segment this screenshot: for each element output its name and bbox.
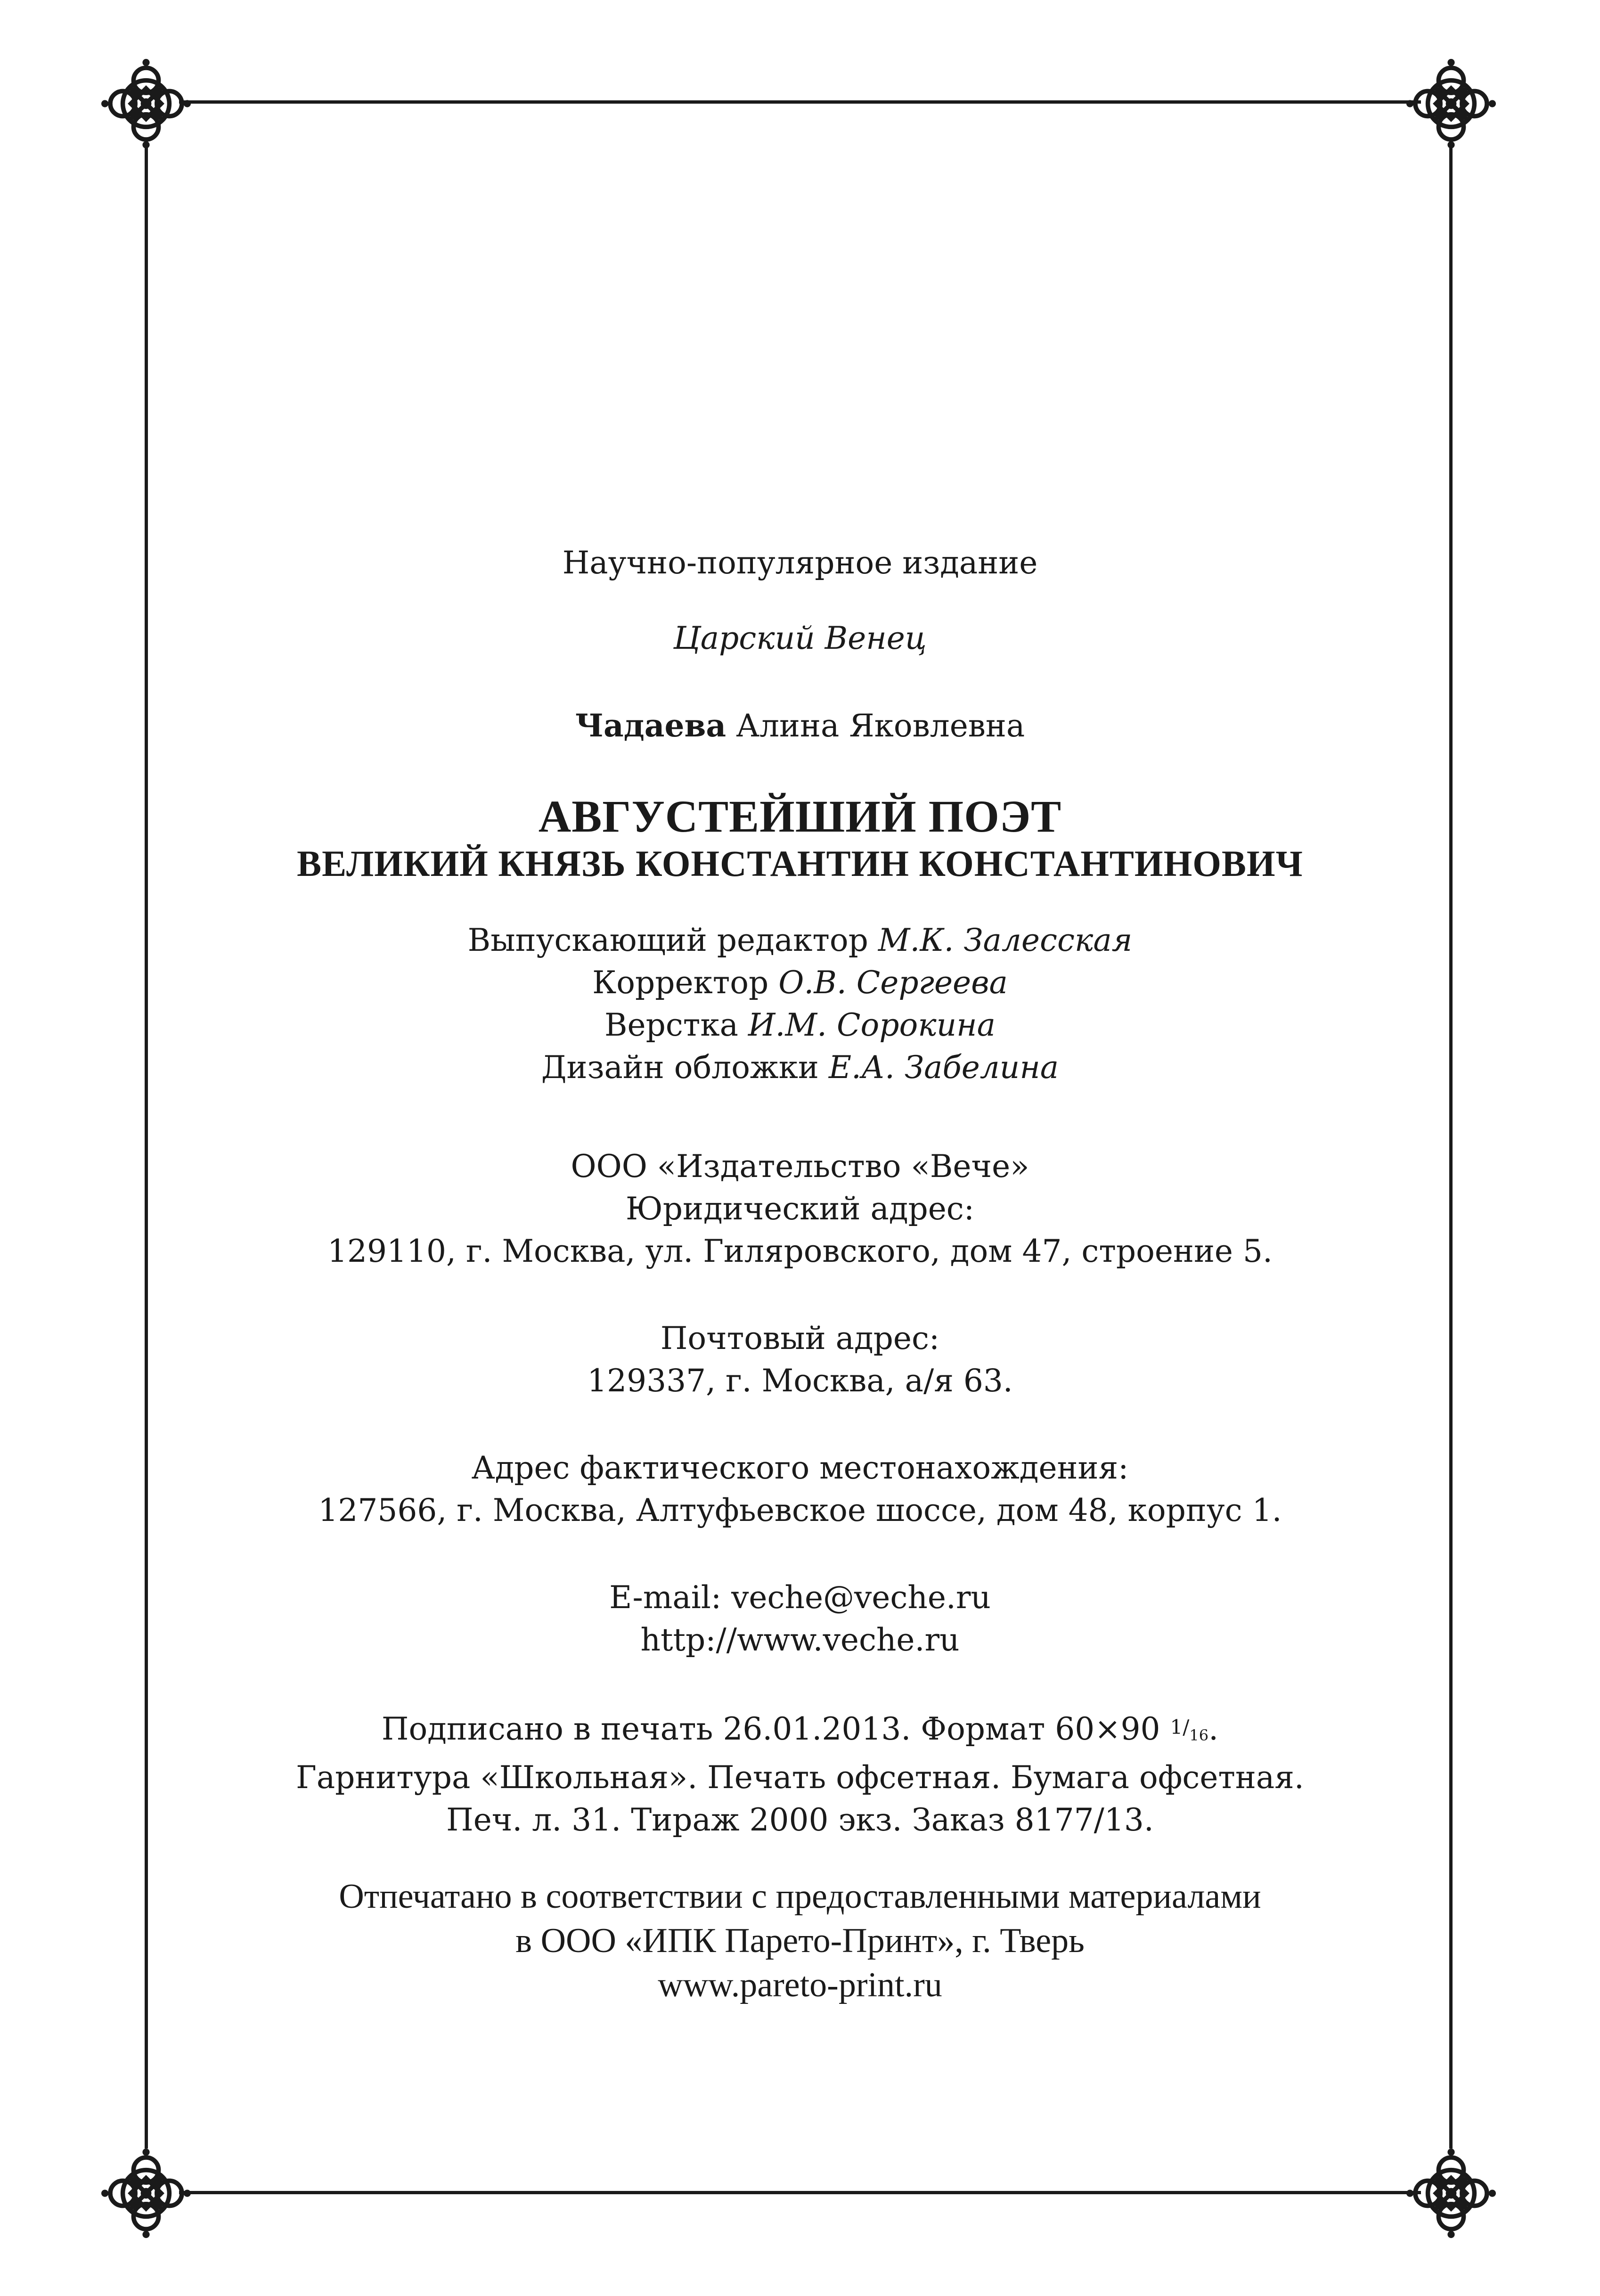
celtic-knot-icon (1406, 59, 1496, 148)
actual-address: 127566, г. Москва, Алтуфьевское шоссе, дом 48, корпус 1. (318, 1492, 1282, 1528)
format-numerator: 1 (1170, 1716, 1183, 1739)
printer-name: в ООО «ИПК Парето-Принт», г. Тверь (515, 1921, 1085, 1960)
publisher-website: http://www.veche.ru (640, 1622, 960, 1658)
credit-role: Выпускающий редактор (467, 922, 868, 958)
actual-address-label: Адрес фактического местонахождения: (471, 1450, 1129, 1486)
author-surname: Чадаева (575, 707, 727, 744)
celtic-knot-icon (101, 2149, 191, 2238)
frame-top-rule (179, 100, 1421, 104)
credit-person: О.В. Сергеева (778, 964, 1008, 1001)
postal-address-label: Почтовый адрес: (660, 1320, 940, 1356)
book-subtitle: ВЕЛИКИЙ КНЯЗЬ КОНСТАНТИН КОНСТАНТИНОВИЧ (297, 843, 1303, 884)
print-run-line: Печ. л. 31. Тираж 2000 экз. Заказ 8177/13. (446, 1802, 1154, 1838)
celtic-knot-icon (101, 59, 191, 148)
legal-address-label: Юридический адрес: (626, 1191, 974, 1227)
email-line: E-mail: veche@veche.ru (609, 1579, 991, 1616)
frame-right-rule (1449, 141, 1453, 2149)
credit-person: Е.А. Забелина (828, 1049, 1059, 1086)
typeface-line: Гарнитура «Школьная». Печать офсетная. Бумага офсетная. (296, 1759, 1304, 1796)
credit-line (198, 962, 1402, 1004)
format-fraction: $1/_{16}$ (1170, 1716, 1209, 1744)
credit-line (198, 919, 1402, 962)
publisher-name: ООО «Издательство «Вече» (571, 1148, 1029, 1185)
credit-line (198, 1046, 1402, 1089)
printer-website: www.pareto-print.ru (658, 1966, 942, 2004)
credit-line (198, 1004, 1402, 1046)
credit-role: Верстка (604, 1007, 738, 1043)
series-name: Царский Венец (673, 620, 927, 656)
imprint-block (198, 542, 1402, 2007)
legal-address: 129110, г. Москва, ул. Гиляровского, дом 47, строение 5. (327, 1233, 1273, 1269)
postal-address: 129337, г. Москва, а/я 63. (587, 1363, 1013, 1399)
credit-role: Корректор (592, 964, 769, 1001)
format-denominator: 16 (1189, 1726, 1209, 1744)
author-given-names: Алина Яковлевна (736, 708, 1025, 744)
frame-left-rule (145, 141, 148, 2149)
frame-bottom-rule (179, 2191, 1421, 2194)
book-title: АВГУСТЕЙШИЙ ПОЭТ (538, 791, 1062, 842)
edition-type: Научно-популярное издание (562, 545, 1038, 581)
printer-statement: Отпечатано в соответствии с предоставленными материалами (339, 1877, 1261, 1916)
print-signed-line: Подписано в печать 26.01.2013. Формат 60×90 $1/_{16}$. (381, 1711, 1219, 1747)
credit-role: Дизайн обложки (541, 1049, 819, 1086)
celtic-knot-icon (1406, 2149, 1496, 2238)
print-signed-text: Подписано в печать 26.01.2013. Формат 60×90 (381, 1711, 1160, 1747)
credit-person: И.М. Сорокина (748, 1007, 996, 1043)
credit-person: М.К. Залесская (878, 922, 1133, 958)
author-line (198, 704, 1402, 747)
